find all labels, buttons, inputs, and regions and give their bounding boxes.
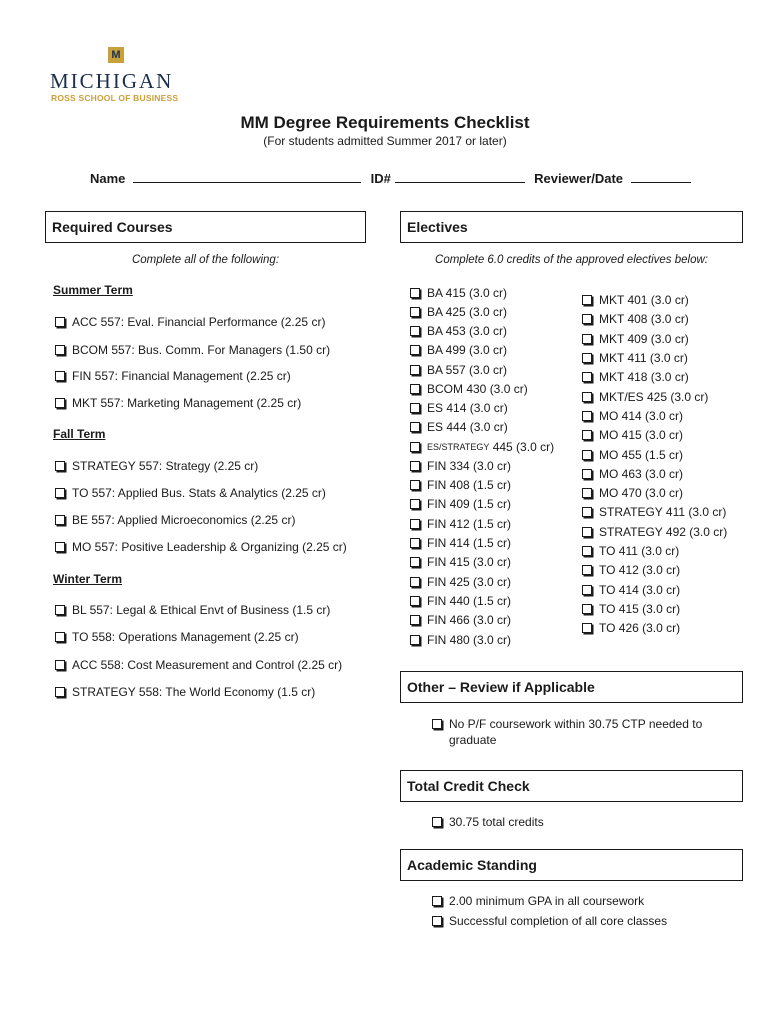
electives-title: Electives <box>407 219 468 235</box>
page-title: MM Degree Requirements Checklist <box>240 113 530 132</box>
elective-item[interactable]: MO 455 (1.5 cr) <box>582 448 683 462</box>
checkbox[interactable] <box>582 507 592 517</box>
academic-standing-title: Academic Standing <box>407 857 537 873</box>
checkbox[interactable] <box>410 499 420 509</box>
academic-item[interactable]: Successful completion of all core classes <box>432 914 667 928</box>
elective-item[interactable]: ES/STRATEGY 445 (3.0 cr) <box>410 440 554 454</box>
block-m-icon: M <box>108 47 124 63</box>
elective-item[interactable]: FIN 334 (3.0 cr) <box>410 459 511 473</box>
checkbox[interactable] <box>582 295 592 305</box>
elective-item[interactable]: FIN 466 (3.0 cr) <box>410 613 511 627</box>
checkbox[interactable] <box>410 577 420 587</box>
checkbox[interactable] <box>582 334 592 344</box>
elective-item[interactable]: TO 426 (3.0 cr) <box>582 621 680 635</box>
checkbox[interactable] <box>582 488 592 498</box>
checkbox[interactable] <box>410 288 420 298</box>
checkbox[interactable] <box>582 450 592 460</box>
required-courses-title: Required Courses <box>52 219 173 235</box>
elective-item[interactable]: ES 414 (3.0 cr) <box>410 401 508 415</box>
course-item[interactable]: MKT 557: Marketing Management (2.25 cr) <box>55 396 301 410</box>
electives-header <box>400 211 743 243</box>
total-credit-item[interactable]: 30.75 total credits <box>432 815 544 829</box>
elective-item[interactable]: BCOM 430 (3.0 cr) <box>410 382 528 396</box>
checkbox[interactable] <box>55 515 65 525</box>
electives-instruction: Complete 6.0 credits of the approved electives below: <box>435 254 708 266</box>
elective-item[interactable]: TO 415 (3.0 cr) <box>582 602 680 616</box>
checkbox[interactable] <box>582 585 592 595</box>
checkbox[interactable] <box>410 422 420 432</box>
checkbox[interactable] <box>410 461 420 471</box>
checkbox[interactable] <box>410 326 420 336</box>
checkbox[interactable] <box>582 411 592 421</box>
checkbox[interactable] <box>582 546 592 556</box>
checkbox[interactable] <box>582 392 592 402</box>
id-label: ID# <box>370 171 391 186</box>
fall-term-label: Fall Term <box>53 427 106 441</box>
logo-wordmark: MICHIGAN <box>50 69 174 93</box>
elective-item[interactable]: MKT 409 (3.0 cr) <box>582 332 689 346</box>
checkbox[interactable] <box>55 660 65 670</box>
checkbox[interactable] <box>582 565 592 575</box>
checkbox[interactable] <box>55 371 65 381</box>
checkbox[interactable] <box>55 398 65 408</box>
logo-subtitle: ROSS SCHOOL OF BUSINESS <box>51 93 179 103</box>
elective-item[interactable]: FIN 409 (1.5 cr) <box>410 497 511 511</box>
course-item[interactable]: BCOM 557: Bus. Comm. For Managers (1.50 cr) <box>55 343 330 357</box>
id-field[interactable] <box>395 170 525 183</box>
checkbox[interactable] <box>55 687 65 697</box>
checkbox[interactable] <box>55 345 65 355</box>
required-instruction: Complete all of the following: <box>131 254 280 266</box>
checkbox[interactable] <box>410 635 420 645</box>
elective-item[interactable]: TO 412 (3.0 cr) <box>582 563 680 577</box>
checkbox[interactable] <box>410 480 420 490</box>
elective-item[interactable]: MKT 418 (3.0 cr) <box>582 370 689 384</box>
checkbox[interactable] <box>432 896 442 906</box>
academic-standing-header <box>400 849 743 881</box>
course-item[interactable]: MO 557: Positive Leadership & Organizing (2.25 cr) <box>55 540 347 554</box>
checkbox[interactable] <box>410 442 420 452</box>
course-item[interactable]: BL 557: Legal & Ethical Envt of Business (1.5 cr) <box>55 603 330 617</box>
elective-item[interactable]: MO 470 (3.0 cr) <box>582 486 683 500</box>
summer-term-label: Summer Term <box>53 283 133 297</box>
total-credit-title: Total Credit Check <box>407 778 530 794</box>
checkbox[interactable] <box>582 527 592 537</box>
checkbox[interactable] <box>582 604 592 614</box>
elective-item[interactable]: TO 411 (3.0 cr) <box>582 544 679 558</box>
other-item[interactable]: No P/F coursework within 30.75 CTP needed to graduate <box>432 716 722 748</box>
elective-item[interactable]: STRATEGY 492 (3.0 cr) <box>582 525 727 539</box>
academic-item[interactable]: 2.00 minimum GPA in all coursework <box>432 894 644 908</box>
page-subtitle: (For students admitted Summer 2017 or later) <box>263 134 507 148</box>
course-item[interactable]: ACC 557: Eval. Financial Performance (2.25 cr) <box>55 315 325 329</box>
elective-item[interactable]: FIN 408 (1.5 cr) <box>410 478 511 492</box>
elective-item[interactable]: MO 415 (3.0 cr) <box>582 428 683 442</box>
course-item[interactable]: ACC 558: Cost Measurement and Control (2.25 cr) <box>55 658 342 672</box>
other-header <box>400 671 743 703</box>
checkbox[interactable] <box>410 345 420 355</box>
course-item[interactable]: STRATEGY 558: The World Economy (1.5 cr) <box>55 685 315 699</box>
checkbox[interactable] <box>582 314 592 324</box>
elective-item[interactable]: FIN 412 (1.5 cr) <box>410 517 511 531</box>
checkbox[interactable] <box>582 353 592 363</box>
checkbox[interactable] <box>55 632 65 642</box>
elective-item[interactable]: BA 453 (3.0 cr) <box>410 324 507 338</box>
elective-item[interactable]: MKT/ES 425 (3.0 cr) <box>582 390 708 404</box>
elective-item[interactable]: FIN 425 (3.0 cr) <box>410 575 511 589</box>
checkbox[interactable] <box>410 557 420 567</box>
checkbox[interactable] <box>432 719 442 729</box>
elective-item[interactable]: STRATEGY 411 (3.0 cr) <box>582 505 726 519</box>
elective-item[interactable]: ES 444 (3.0 cr) <box>410 420 508 434</box>
checkbox[interactable] <box>432 817 442 827</box>
elective-item[interactable]: MKT 411 (3.0 cr) <box>582 351 688 365</box>
course-item[interactable]: TO 557: Applied Bus. Stats & Analytics (2.25 cr) <box>55 486 326 500</box>
checkbox[interactable] <box>55 461 65 471</box>
school-logo <box>50 47 200 107</box>
elective-item[interactable]: BA 425 (3.0 cr) <box>410 305 507 319</box>
checkbox[interactable] <box>410 538 420 548</box>
checkbox[interactable] <box>582 372 592 382</box>
elective-item[interactable]: BA 499 (3.0 cr) <box>410 343 507 357</box>
reviewer-date-field[interactable] <box>631 170 691 183</box>
checkbox[interactable] <box>582 623 592 633</box>
elective-item[interactable]: BA 557 (3.0 cr) <box>410 363 507 377</box>
checkbox[interactable] <box>410 403 420 413</box>
student-info-line <box>90 170 691 186</box>
elective-item[interactable]: MO 414 (3.0 cr) <box>582 409 683 423</box>
course-item[interactable]: BE 557: Applied Microeconomics (2.25 cr) <box>55 513 295 527</box>
elective-item[interactable]: TO 414 (3.0 cr) <box>582 583 680 597</box>
name-label: Name <box>90 171 126 186</box>
checkbox[interactable] <box>410 307 420 317</box>
elective-item[interactable]: FIN 414 (1.5 cr) <box>410 536 511 550</box>
winter-term-label: Winter Term <box>53 572 123 586</box>
checkbox[interactable] <box>55 542 65 552</box>
total-credit-header <box>400 770 743 802</box>
elective-item[interactable]: FIN 480 (3.0 cr) <box>410 633 511 647</box>
reviewer-label: Reviewer/Date <box>534 171 624 186</box>
elective-item[interactable]: BA 415 (3.0 cr) <box>410 286 507 300</box>
checkbox[interactable] <box>410 596 420 606</box>
checkbox[interactable] <box>582 430 592 440</box>
checkbox[interactable] <box>410 384 420 394</box>
elective-item[interactable]: MKT 401 (3.0 cr) <box>582 293 689 307</box>
elective-item[interactable]: FIN 440 (1.5 cr) <box>410 594 511 608</box>
required-courses-header <box>45 211 366 243</box>
checkbox[interactable] <box>432 916 442 926</box>
elective-item[interactable]: MKT 408 (3.0 cr) <box>582 312 689 326</box>
checkbox[interactable] <box>55 488 65 498</box>
checkbox[interactable] <box>410 365 420 375</box>
course-item[interactable]: STRATEGY 557: Strategy (2.25 cr) <box>55 459 258 473</box>
name-field[interactable] <box>133 170 361 183</box>
checkbox[interactable] <box>55 605 65 615</box>
elective-item[interactable]: FIN 415 (3.0 cr) <box>410 555 511 569</box>
other-title: Other – Review if Applicable <box>407 679 595 695</box>
elective-item[interactable]: MO 463 (3.0 cr) <box>582 467 683 481</box>
checkbox[interactable] <box>410 519 420 529</box>
course-item[interactable]: TO 558: Operations Management (2.25 cr) <box>55 630 299 644</box>
checkbox[interactable] <box>582 469 592 479</box>
checkbox[interactable] <box>55 317 65 327</box>
checkbox[interactable] <box>410 615 420 625</box>
course-item[interactable]: FIN 557: Financial Management (2.25 cr) <box>55 369 291 383</box>
